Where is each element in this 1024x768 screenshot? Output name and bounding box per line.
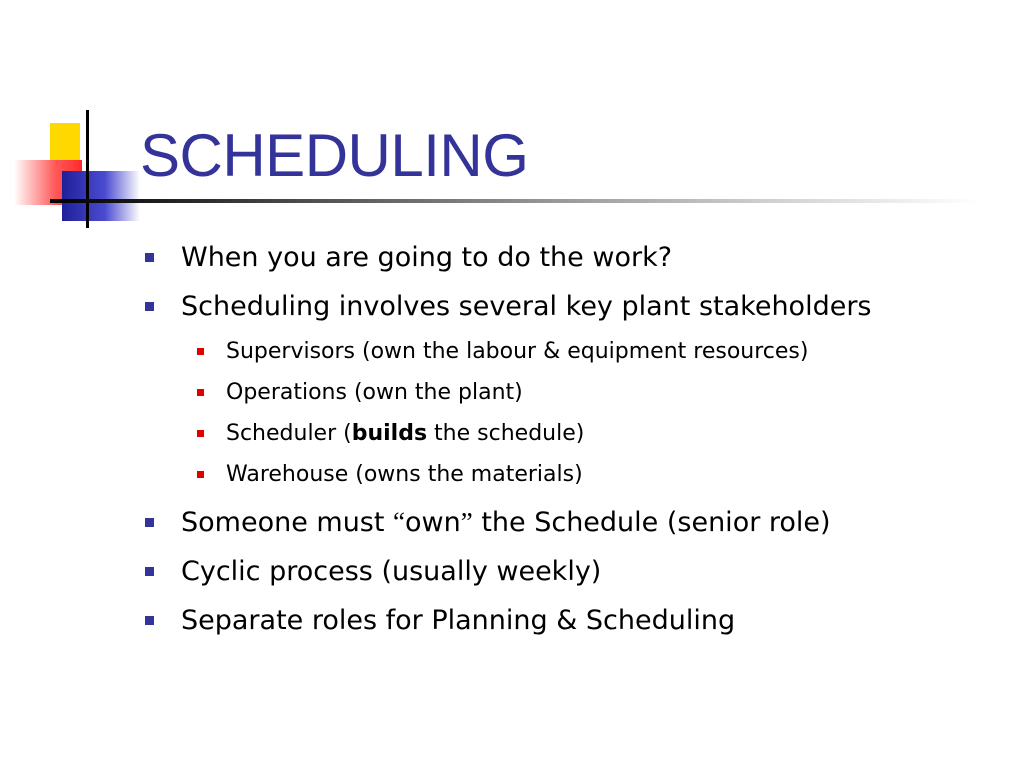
bullet-text-pre: Someone must <box>181 507 394 538</box>
open-quote: “ <box>393 507 406 537</box>
sub-bullet-text: Operations (own the plant) <box>226 380 523 405</box>
bullet-text-quoted: own <box>405 507 461 538</box>
sub-bullet-square-icon <box>197 430 204 437</box>
title-underline <box>50 199 980 203</box>
bullet-item <box>145 233 995 282</box>
sub-bullet-item <box>145 454 995 495</box>
sub-bullet-text-pre: Scheduler ( <box>226 421 352 446</box>
bullet-text: Scheduling involves several key plant stakeholders <box>181 291 872 322</box>
logo-blue-square <box>62 171 140 221</box>
bullet-square-icon <box>145 253 154 262</box>
slide-title: SCHEDULING <box>140 122 529 189</box>
bullet-square-icon <box>145 302 154 311</box>
sub-bullet-item <box>145 413 995 454</box>
sub-bullet-square-icon <box>197 471 204 478</box>
sub-bullet-item <box>145 331 995 372</box>
sub-bullet-text-bold: builds <box>351 421 428 446</box>
bullet-text: Cyclic process (usually weekly) <box>181 556 602 587</box>
bullet-text: Separate roles for Planning & Scheduling <box>181 605 736 636</box>
bullet-item <box>145 596 995 645</box>
bullet-item <box>145 498 995 547</box>
sub-bullet-text-post: the schedule) <box>427 421 585 446</box>
bullet-text-post: the Schedule (senior role) <box>472 507 831 538</box>
bullet-item <box>145 282 995 331</box>
close-quote: ” <box>460 507 473 537</box>
bullet-square-icon <box>145 616 154 625</box>
bullet-square-icon <box>145 567 154 576</box>
bullet-item <box>145 547 995 596</box>
sub-bullet-item <box>145 372 995 413</box>
bullet-list <box>145 233 995 645</box>
sub-bullet-square-icon <box>197 348 204 355</box>
sub-bullet-text: Warehouse (owns the materials) <box>226 462 583 487</box>
logo-vertical-line <box>86 110 89 228</box>
sub-bullet-text: Supervisors (own the labour & equipment resources) <box>226 339 809 364</box>
sub-bullet-square-icon <box>197 389 204 396</box>
bullet-square-icon <box>145 518 154 527</box>
bullet-text: When you are going to do the work? <box>181 242 673 273</box>
